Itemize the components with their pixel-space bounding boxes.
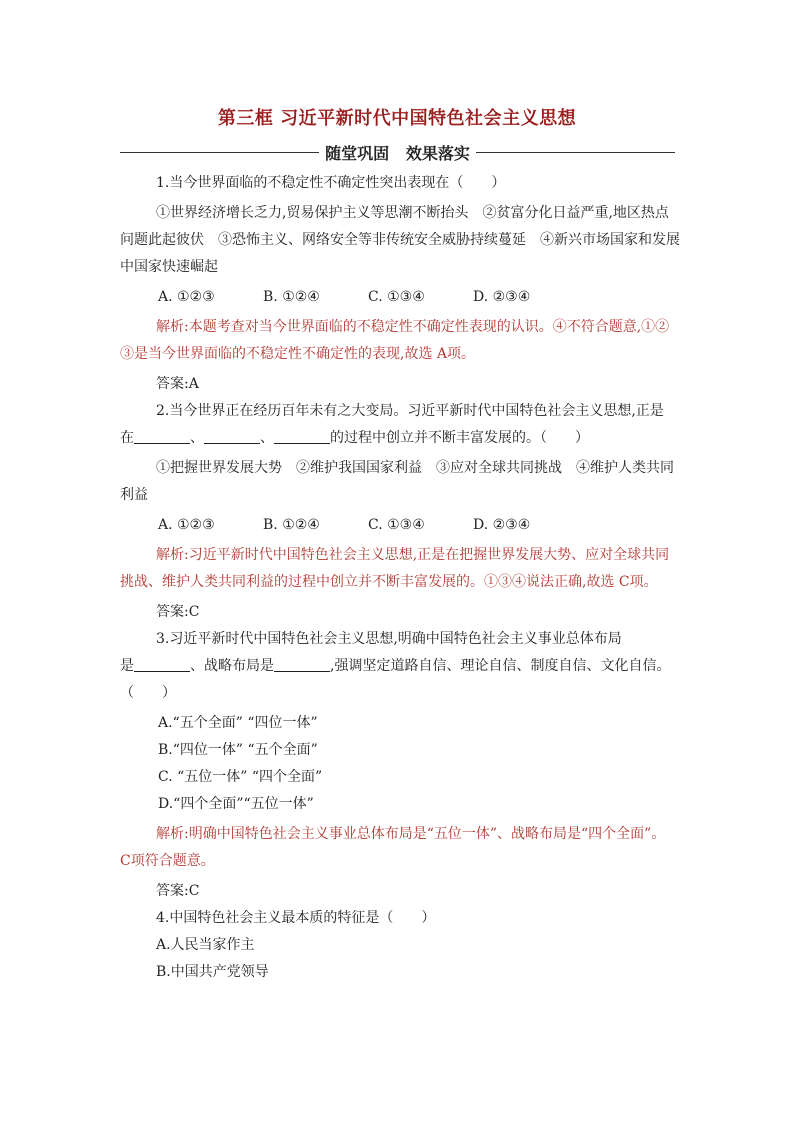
question-4 <box>120 905 675 986</box>
option-b: B.中国共产党领导 <box>156 964 269 980</box>
fill-blank <box>274 657 330 672</box>
question-item-line: 利益 <box>120 487 148 503</box>
fill-blank <box>134 657 190 672</box>
question-list <box>120 170 680 986</box>
question-stem: 3.习近平新时代中国特色社会主义思想,明确中国特色社会主义事业总体布局 <box>156 631 622 647</box>
fill-blank <box>204 429 260 444</box>
option-a: A.“五个全面” “四位一体” <box>158 715 318 731</box>
question-stem-line: 是 、战略布局是 ,强调坚定道路自信、理论自信、制度自信、文化自信。 <box>120 658 671 674</box>
option-a: A.人民当家作主 <box>156 937 255 953</box>
analysis-line: 解析:习近平新时代中国特色社会主义思想,正是在把握世界发展大势、应对全球共同 <box>156 547 670 563</box>
question-paren: （ ） <box>120 685 176 701</box>
option-d: D.“四个全面”“五位一体” <box>158 796 314 812</box>
analysis-line: ③是当今世界面临的不稳定性不确定性的表现,故选 A项。 <box>120 346 476 362</box>
analysis-line: C项符合题意。 <box>120 853 215 869</box>
question-1 <box>120 170 680 398</box>
answer <box>120 371 675 398</box>
question-stem: 1.当今世界面临的不稳定性不确定性突出表现在（ ） <box>156 175 506 191</box>
option-d: D. ②③④ <box>473 517 531 533</box>
question-stem: 4.中国特色社会主义最本质的特征是（ ） <box>156 910 436 926</box>
answer <box>120 878 675 905</box>
option-a: A. ①②③ <box>158 289 215 305</box>
fill-blank <box>274 429 330 444</box>
section-subtitle: 随堂巩固 效果落实 <box>325 143 470 163</box>
question-3 <box>120 626 675 905</box>
option-b: B. ①②④ <box>263 517 320 533</box>
question-item-line: 问题此起彼伏 ③恐怖主义、网络安全等非传统安全威胁持续蔓延 ④新兴市场国家和发展 <box>120 232 680 248</box>
answer-label: 答案:A <box>156 376 199 392</box>
option-b: B.“四位一体” “五个全面” <box>158 742 318 758</box>
option-c: C. ①③④ <box>368 517 425 533</box>
question-item-line: ①世界经济增长乏力,贸易保护主义等思潮不断抬头 ②贫富分化日益严重,地区热点 <box>156 205 669 221</box>
right-rule <box>476 152 675 153</box>
option-d: D. ②③④ <box>473 289 531 305</box>
answer <box>120 599 675 626</box>
option-c: C. ①③④ <box>368 289 425 305</box>
option-c: C. “五位一体” “四个全面” <box>158 769 323 785</box>
section-header <box>120 140 675 164</box>
answer-label: 答案:C <box>156 883 200 899</box>
question-stem-line: 在 、 、 的过程中创立并不断丰富发展的。（ ） <box>120 430 589 446</box>
option-row <box>120 512 675 539</box>
option-a: A. ①②③ <box>158 517 215 533</box>
analysis-line: 解析:本题考查对当今世界面临的不稳定性不确定性表现的认识。④不符合题意,①② <box>156 319 670 335</box>
question-2 <box>120 398 675 626</box>
question-stem: 2.当今世界正在经历百年未有之大变局。习近平新时代中国特色社会主义思想,正是 <box>156 403 664 419</box>
analysis-line: 解析:明确中国特色社会主义事业总体布局是“五位一体”、战略布局是“四个全面”。 <box>156 826 666 842</box>
option-b: B. ①②④ <box>263 289 320 305</box>
fill-blank <box>134 429 190 444</box>
page-title: 第三框 习近平新时代中国特色社会主义思想 <box>217 108 577 129</box>
answer-label: 答案:C <box>156 604 200 620</box>
left-rule <box>120 152 319 153</box>
analysis-line: 挑战、维护人类共同利益的过程中创立并不断丰富发展的。①③④说法正确,故选 C项。 <box>120 574 658 590</box>
option-row <box>120 284 675 311</box>
question-item-line: ①把握世界发展大势 ②维护我国国家利益 ③应对全球共同挑战 ④维护人类共同 <box>156 460 674 476</box>
question-item-line: 中国家快速崛起 <box>120 259 218 275</box>
